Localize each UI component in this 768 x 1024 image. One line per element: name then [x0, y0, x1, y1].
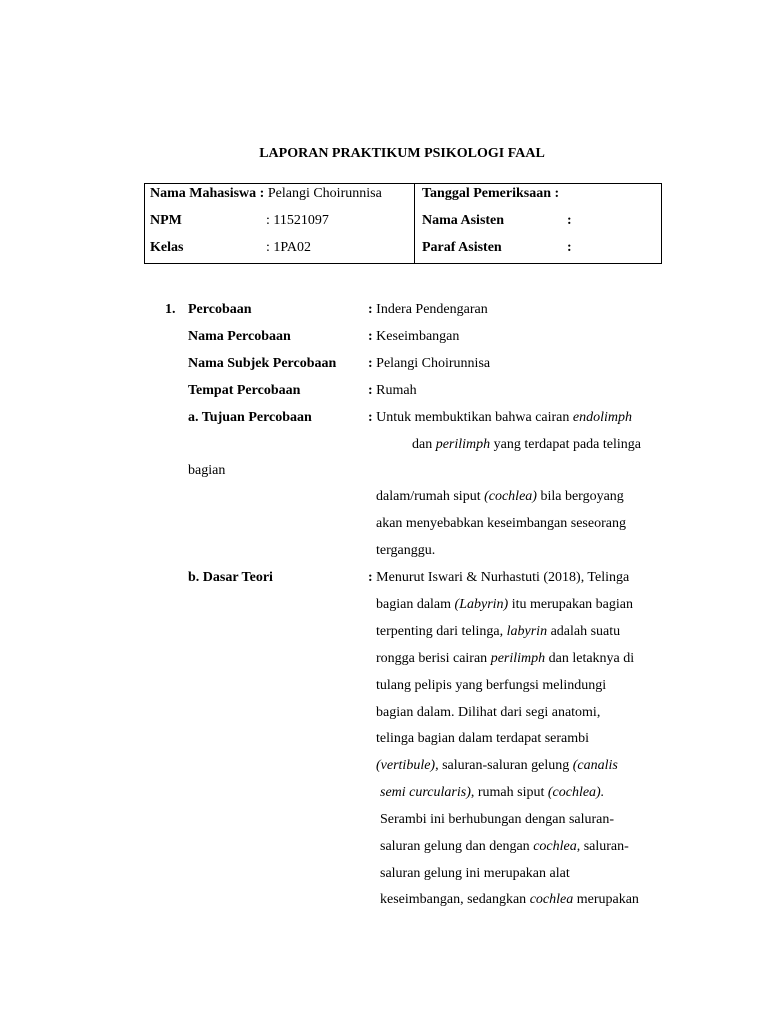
asisten-label: Nama Asisten [422, 213, 505, 228]
identity-right-cell [415, 184, 662, 264]
dasar-line-12: saluran gelung ini merupakan alat [380, 866, 570, 881]
npm-label: NPM [150, 213, 182, 228]
tujuan-line-4: dalam/rumah siput (cochlea) bila bergoyang [376, 489, 624, 504]
dasar-line-4: rongga berisi cairan perilimph dan letaknya di [376, 651, 635, 666]
tujuan-line-2: dan perilimph yang terdapat pada telinga [412, 437, 641, 452]
dasar-line-5: tulang pelipis yang berfungsi melindungi [376, 678, 607, 693]
report-title: LAPORAN PRAKTIKUM PSIKOLOGI FAAL [259, 146, 545, 161]
nama-label: Nama Mahasiswa [150, 186, 257, 201]
npm-value: : 11521097 [266, 213, 329, 228]
row-value-percobaan: : Indera Pendengaran [368, 302, 488, 317]
row-label-percobaan: Percobaan [188, 302, 252, 317]
dasar-line-1: : Menurut Iswari & Nurhastuti (2018), Telinga [368, 570, 630, 585]
tujuan-line-3: bagian [188, 463, 226, 478]
nama-sep: : [256, 186, 268, 201]
section-number: 1. [165, 302, 176, 317]
paraf-colon: : [567, 240, 572, 255]
dasar-line-7: telinga bagian dalam terdapat serambi [376, 731, 590, 746]
paraf-label: Paraf Asisten [422, 240, 502, 255]
tujuan-line-5: akan menyebabkan keseimbangan seseorang [376, 516, 626, 531]
tujuan-line-1: : Untuk membuktikan bahwa cairan endolimph [368, 410, 632, 425]
dasar-line-3: terpenting dari telinga, labyrin adalah suatu [376, 624, 621, 639]
row-label-subjek: Nama Subjek Percobaan [188, 356, 337, 371]
dasar-line-11: saluran gelung dan dengan cochlea, saluran- [380, 839, 629, 854]
kelas-value: : 1PA02 [266, 240, 312, 255]
dasar-label: b. Dasar Teori [188, 570, 273, 585]
row-value-subjek: : Pelangi Choirunnisa [368, 356, 491, 371]
dasar-line-6: bagian dalam. Dilihat dari segi anatomi, [376, 705, 601, 720]
dasar-line-13: keseimbangan, sedangkan cochlea merupakan [380, 892, 639, 907]
row-value-tempat: : Rumah [368, 383, 417, 398]
row-label-nama-percobaan: Nama Percobaan [188, 329, 291, 344]
asisten-colon: : [567, 213, 572, 228]
nama-row [150, 184, 382, 204]
dasar-line-10: Serambi ini berhubungan dengan saluran- [380, 812, 615, 827]
tujuan-line-6: terganggu. [376, 543, 436, 558]
tanggal-label: Tanggal Pemeriksaan : [422, 186, 560, 201]
row-label-tempat: Tempat Percobaan [188, 383, 301, 398]
dasar-line-2: bagian dalam (Labyrin) itu merupakan bagian [376, 597, 633, 612]
dasar-line-9: semi curcularis), rumah siput (cochlea). [380, 785, 605, 800]
row-value-nama-percobaan: : Keseimbangan [368, 329, 460, 344]
dasar-line-8: (vertibule), saluran-saluran gelung (canalis [376, 758, 618, 773]
nama-value: Pelangi Choirunnisa [267, 186, 382, 201]
identity-left-cell [145, 184, 415, 264]
kelas-label: Kelas [150, 240, 184, 255]
tujuan-label: a. Tujuan Percobaan [188, 410, 312, 425]
identity-table [144, 183, 662, 264]
